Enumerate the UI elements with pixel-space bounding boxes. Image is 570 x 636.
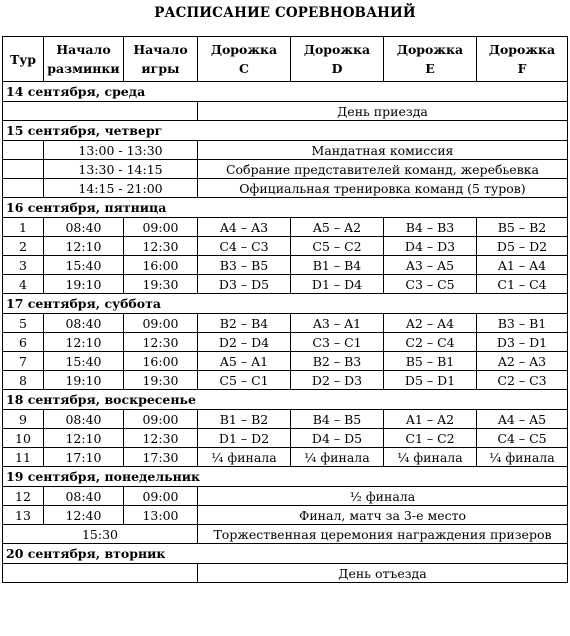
lane-f-match: D3 – D1 [477,333,568,352]
game-time: 16:00 [124,352,198,371]
event-text: Официальная тренировка команд (5 туров) [198,179,568,198]
page-title: РАСПИСАНИЕ СОРЕВНОВАНИЙ [154,5,416,21]
game-time: 09:00 [124,410,198,429]
lane-d-match: D2 – D3 [291,371,384,390]
tour-number: 10 [3,429,44,448]
lane-f-match: B3 – B1 [477,314,568,333]
tour-number: 7 [3,352,44,371]
lane-f-match: A4 – A5 [477,410,568,429]
event-row [3,141,568,160]
game-time: 19:30 [124,275,198,294]
game-row [3,314,568,333]
warmup-time: 08:40 [44,410,124,429]
lane-d-match: A5 – A2 [291,218,384,237]
lane-d-match: B2 – B3 [291,352,384,371]
day-row [3,294,568,314]
event-time: 15:30 [3,525,198,544]
lane-e-match: D5 – D1 [384,371,477,390]
day-label: 20 сентября, вторник [3,544,568,564]
tour-number: 8 [3,371,44,390]
warmup-time: 08:40 [44,314,124,333]
event-row [3,525,568,544]
game-row [3,506,568,525]
event-row [3,564,568,583]
lane-c-match: D1 – D2 [198,429,291,448]
lane-c-match: A4 – A3 [198,218,291,237]
game-row [3,237,568,256]
header-lane-f: Дорожка F [477,37,568,82]
lane-e-match: ¼ финала [384,448,477,467]
day-label: 18 сентября, воскресенье [3,390,568,410]
event-text: Мандатная комиссия [198,141,568,160]
warmup-time: 15:40 [44,352,124,371]
lane-d-match: C5 – C2 [291,237,384,256]
empty-cell [3,141,44,160]
lane-c-match: A5 – A1 [198,352,291,371]
header-warmup: Начало разминки [44,37,124,82]
game-time: 12:30 [124,237,198,256]
lane-e-match: B4 – B3 [384,218,477,237]
game-row [3,218,568,237]
warmup-time: 08:40 [44,487,124,506]
lane-c-match: D2 – D4 [198,333,291,352]
empty-cell [3,102,198,121]
game-time: 16:00 [124,256,198,275]
warmup-time: 19:10 [44,371,124,390]
lane-f-match: C4 – C5 [477,429,568,448]
event-text: Финал, матч за 3-е место [198,506,568,525]
game-time: 13:00 [124,506,198,525]
lane-c-match: C5 – C1 [198,371,291,390]
game-time: 19:30 [124,371,198,390]
lane-c-match: C4 – C3 [198,237,291,256]
day-label: 17 сентября, суббота [3,294,568,314]
game-time: 09:00 [124,218,198,237]
lane-c-match: D3 – D5 [198,275,291,294]
lane-f-match: A1 – A4 [477,256,568,275]
header-lane-d: Дорожка D [291,37,384,82]
lane-c-match: B1 – B2 [198,410,291,429]
warmup-time: 19:10 [44,275,124,294]
day-row [3,544,568,564]
header-row [3,37,568,82]
tour-number: 12 [3,487,44,506]
lane-e-match: C3 – C5 [384,275,477,294]
game-row [3,448,568,467]
game-row [3,410,568,429]
warmup-time: 12:10 [44,429,124,448]
day-row [3,467,568,487]
lane-e-match: C1 – C2 [384,429,477,448]
lane-c-match: B3 – B5 [198,256,291,275]
warmup-time: 12:40 [44,506,124,525]
lane-c-match: B2 – B4 [198,314,291,333]
lane-d-match: D1 – D4 [291,275,384,294]
event-text: Торжественная церемония награждения призеров [198,525,568,544]
day-label: 15 сентября, четверг [3,121,568,141]
event-row [3,160,568,179]
day-label: 14 сентября, среда [3,82,568,102]
lane-d-match: D4 – D5 [291,429,384,448]
game-row [3,371,568,390]
empty-cell [3,179,44,198]
lane-d-match: ¼ финала [291,448,384,467]
lane-e-match: B5 – B1 [384,352,477,371]
warmup-time: 12:10 [44,237,124,256]
game-time: 17:30 [124,448,198,467]
day-row [3,121,568,141]
header-lane-c: Дорожка C [198,37,291,82]
game-row [3,275,568,294]
event-row [3,179,568,198]
empty-cell [3,160,44,179]
event-time: 13:00 - 13:30 [44,141,198,160]
event-time: 13:30 - 14:15 [44,160,198,179]
event-text: Собрание представителей команд, жеребьевка [198,160,568,179]
header-lane-e: Дорожка E [384,37,477,82]
event-text: День приезда [198,102,568,121]
day-row [3,82,568,102]
lane-d-match: A3 – A1 [291,314,384,333]
game-time: 09:00 [124,314,198,333]
empty-cell [3,564,198,583]
lane-e-match: A1 – A2 [384,410,477,429]
tour-number: 1 [3,218,44,237]
lane-e-match: D4 – D3 [384,237,477,256]
lane-d-match: B4 – B5 [291,410,384,429]
lane-f-match: C1 – C4 [477,275,568,294]
lane-f-match: A2 – A3 [477,352,568,371]
tour-number: 3 [3,256,44,275]
header-tour: Тур [3,37,44,82]
day-row [3,390,568,410]
game-row [3,429,568,448]
game-row [3,256,568,275]
event-text: День отъезда [198,564,568,583]
lane-c-match: ¼ финала [198,448,291,467]
game-time: 12:30 [124,333,198,352]
day-label: 16 сентября, пятница [3,198,568,218]
event-time: 14:15 - 21:00 [44,179,198,198]
lane-e-match: A2 – A4 [384,314,477,333]
tour-number: 5 [3,314,44,333]
warmup-time: 08:40 [44,218,124,237]
game-time: 09:00 [124,487,198,506]
tour-number: 4 [3,275,44,294]
day-label: 19 сентября, понедельник [3,467,568,487]
game-row [3,487,568,506]
tour-number: 9 [3,410,44,429]
lane-f-match: C2 – C3 [477,371,568,390]
lane-f-match: ¼ финала [477,448,568,467]
lane-d-match: B1 – B4 [291,256,384,275]
lane-f-match: D5 – D2 [477,237,568,256]
day-row [3,198,568,218]
tour-number: 6 [3,333,44,352]
lane-f-match: B5 – B2 [477,218,568,237]
event-row [3,102,568,121]
lane-e-match: C2 – C4 [384,333,477,352]
tour-number: 13 [3,506,44,525]
lane-d-match: C3 – C1 [291,333,384,352]
schedule-table [2,36,568,583]
game-row [3,352,568,371]
tour-number: 2 [3,237,44,256]
lane-e-match: A3 – A5 [384,256,477,275]
tour-number: 11 [3,448,44,467]
game-row [3,333,568,352]
warmup-time: 12:10 [44,333,124,352]
header-game-start: Начало игры [124,37,198,82]
event-text: ½ финала [198,487,568,506]
game-time: 12:30 [124,429,198,448]
warmup-time: 17:10 [44,448,124,467]
warmup-time: 15:40 [44,256,124,275]
